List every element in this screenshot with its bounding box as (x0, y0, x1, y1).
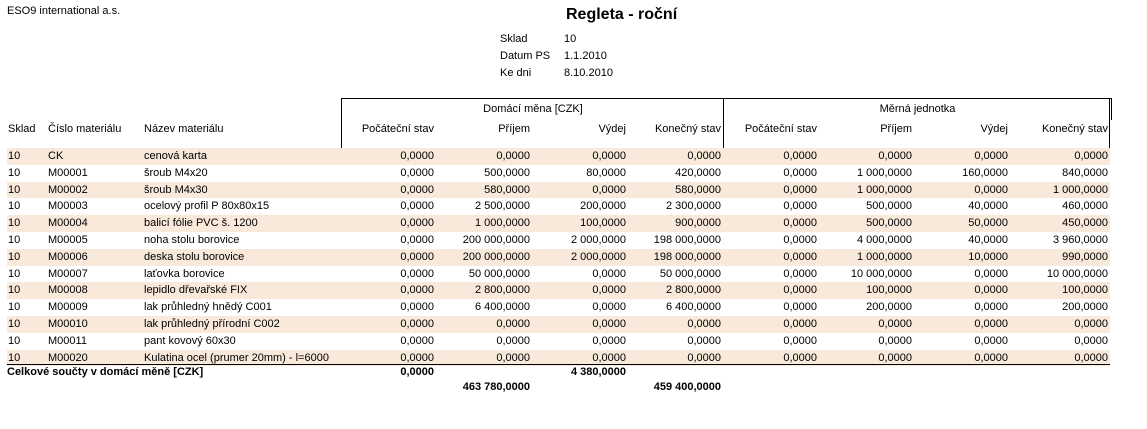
cell-material-name: lak průhledný přírodní C002 (144, 317, 280, 330)
cell-cur-issues: 0,0000 (592, 150, 626, 162)
cell-material-name: noha stolu borovice (144, 233, 240, 246)
cell-unit-receipts: 500,0000 (866, 217, 912, 230)
col-header-material-number: Číslo materiálu (48, 123, 122, 135)
cell-cur-closing: 0,0000 (687, 334, 721, 347)
cell-cur-receipts: 0,0000 (496, 334, 530, 347)
column-header-row (0, 119, 1110, 148)
cell-unit-issues: 10,0000 (968, 250, 1008, 263)
cell-unit-closing: 3 960,0000 (1052, 233, 1108, 246)
cell-unit-receipts: 10 000,0000 (850, 267, 912, 280)
cell-sklad: 10 (8, 267, 21, 280)
cell-unit-opening: 0,0000 (783, 166, 817, 179)
cell-material-number: M00001 (48, 166, 88, 179)
header-divider (1109, 98, 1110, 148)
table-bottom-divider (7, 364, 1110, 365)
table-row (7, 249, 1110, 266)
report-meta (500, 32, 613, 83)
cell-cur-receipts: 580,0000 (484, 183, 530, 196)
cell-material-name: balicí fólie PVC š. 1200 (144, 217, 258, 230)
cell-material-name: ocelový profil P 80x80x15 (144, 200, 270, 213)
cell-material-name: cenová karta (144, 150, 207, 162)
group-header-unit: Měrná jednotka (723, 98, 1112, 120)
cell-cur-receipts: 200 000,0000 (462, 250, 530, 263)
meta-label: Datum PS (500, 50, 551, 62)
cell-sklad: 10 (8, 301, 21, 314)
cell-cur-issues: 0,0000 (592, 334, 626, 347)
col-header-cur-issues: Výdej (598, 123, 626, 135)
cell-cur-opening: 0,0000 (400, 233, 434, 246)
cell-cur-opening: 0,0000 (400, 183, 434, 196)
cell-cur-closing: 0,0000 (687, 317, 721, 330)
table-row (7, 165, 1110, 182)
cell-unit-issues: 0,0000 (974, 301, 1008, 314)
meta-row (500, 66, 613, 83)
cell-material-number: M00003 (48, 200, 88, 213)
cell-cur-issues: 0,0000 (592, 351, 626, 364)
cell-unit-opening: 0,0000 (783, 301, 817, 314)
cell-sklad: 10 (8, 334, 21, 347)
cell-unit-receipts: 200,0000 (866, 301, 912, 314)
table-row (7, 316, 1110, 333)
cell-cur-receipts: 200 000,0000 (462, 233, 530, 246)
cell-sklad: 10 (8, 217, 21, 230)
total-receipts: 463 780,0000 (462, 381, 530, 393)
cell-unit-receipts: 500,0000 (866, 200, 912, 213)
cell-unit-opening: 0,0000 (783, 200, 817, 213)
cell-unit-issues: 0,0000 (974, 267, 1008, 280)
cell-cur-closing: 6 400,0000 (665, 301, 721, 314)
cell-cur-closing: 900,0000 (675, 217, 721, 230)
cell-unit-closing: 990,0000 (1062, 250, 1108, 263)
cell-cur-issues: 0,0000 (592, 284, 626, 297)
header-divider (341, 98, 342, 148)
cell-unit-issues: 0,0000 (974, 334, 1008, 347)
cell-cur-closing: 0,0000 (687, 351, 721, 364)
cell-cur-receipts: 2 500,0000 (474, 200, 530, 213)
report-title: Regleta - roční (566, 6, 678, 23)
cell-cur-issues: 0,0000 (592, 317, 626, 330)
cell-sklad: 10 (8, 351, 21, 364)
cell-unit-closing: 10 000,0000 (1046, 267, 1108, 280)
totals-label: Celkové součty v domácí měně [CZK] (7, 366, 204, 378)
cell-material-name: laťovka borovice (144, 267, 225, 280)
cell-cur-closing: 50 000,0000 (659, 267, 721, 280)
cell-cur-receipts: 6 400,0000 (474, 301, 530, 314)
col-header-cur-closing: Konečný stav (654, 123, 721, 135)
cell-material-number: M00006 (48, 250, 88, 263)
cell-sklad: 10 (8, 150, 21, 162)
cell-cur-issues: 2 000,0000 (570, 233, 626, 246)
cell-material-number: M00010 (48, 317, 88, 330)
cell-material-number: M00004 (48, 217, 88, 230)
cell-cur-issues: 0,0000 (592, 301, 626, 314)
table-row (7, 198, 1110, 215)
cell-material-name: Kulatina ocel (prumer 20mm) - l=6000 (144, 351, 329, 364)
meta-value: 10 (564, 33, 577, 45)
cell-material-name: lak průhledný hnědý C001 (144, 301, 272, 314)
meta-row (500, 49, 613, 66)
company-name: ESO9 international a.s. (7, 5, 121, 17)
meta-value: 8.10.2010 (564, 67, 613, 79)
table-row (7, 182, 1110, 199)
cell-unit-issues: 160,0000 (962, 166, 1008, 179)
group-header-currency: Domácí měna [CZK] (341, 98, 724, 120)
cell-unit-closing: 0,0000 (1074, 351, 1108, 364)
cell-unit-receipts: 100,0000 (866, 284, 912, 297)
cell-cur-issues: 0,0000 (592, 267, 626, 280)
cell-cur-receipts: 50 000,0000 (468, 267, 530, 280)
cell-unit-opening: 0,0000 (783, 233, 817, 246)
table-row (7, 148, 1110, 165)
cell-sklad: 10 (8, 317, 21, 330)
meta-label: Ke dni (500, 67, 532, 79)
col-header-unit-closing: Konečný stav (1041, 123, 1108, 135)
table-row (7, 333, 1110, 350)
cell-cur-opening: 0,0000 (400, 351, 434, 364)
cell-cur-opening: 0,0000 (400, 250, 434, 263)
cell-unit-closing: 450,0000 (1062, 217, 1108, 230)
cell-cur-receipts: 0,0000 (496, 317, 530, 330)
cell-material-number: M00002 (48, 183, 88, 196)
cell-cur-closing: 420,0000 (675, 166, 721, 179)
cell-material-number: M00005 (48, 233, 88, 246)
meta-label: Sklad (500, 33, 528, 45)
cell-unit-opening: 0,0000 (783, 250, 817, 263)
cell-unit-issues: 0,0000 (974, 183, 1008, 196)
table-row (7, 232, 1110, 249)
col-header-cur-opening: Počáteční stav (361, 123, 434, 135)
col-header-unit-receipts: Příjem (880, 123, 912, 135)
cell-cur-closing: 198 000,0000 (653, 250, 721, 263)
cell-unit-opening: 0,0000 (783, 150, 817, 162)
cell-unit-closing: 840,0000 (1062, 166, 1108, 179)
cell-unit-issues: 50,0000 (968, 217, 1008, 230)
cell-material-number: M00009 (48, 301, 88, 314)
col-header-material-name: Název materiálu (144, 123, 224, 135)
cell-cur-receipts: 500,0000 (484, 166, 530, 179)
cell-cur-issues: 2 000,0000 (570, 250, 626, 263)
cell-material-number: CK (48, 150, 64, 162)
cell-unit-opening: 0,0000 (783, 351, 817, 364)
cell-material-name: pant kovový 60x30 (144, 334, 236, 347)
cell-unit-opening: 0,0000 (783, 284, 817, 297)
cell-cur-issues: 200,0000 (580, 200, 626, 213)
cell-unit-issues: 0,0000 (974, 351, 1008, 364)
cell-unit-receipts: 4 000,0000 (856, 233, 912, 246)
cell-sklad: 10 (8, 250, 21, 263)
cell-cur-opening: 0,0000 (400, 284, 434, 297)
cell-unit-receipts: 1 000,0000 (856, 250, 912, 263)
cell-cur-receipts: 0,0000 (496, 351, 530, 364)
cell-material-name: šroub M4x20 (144, 166, 208, 179)
cell-unit-opening: 0,0000 (783, 217, 817, 230)
cell-unit-closing: 460,0000 (1062, 200, 1108, 213)
table-row (7, 299, 1110, 316)
col-header-unit-opening: Počáteční stav (744, 123, 817, 135)
cell-cur-receipts: 0,0000 (496, 150, 530, 162)
cell-unit-closing: 0,0000 (1074, 334, 1108, 347)
cell-unit-closing: 0,0000 (1074, 317, 1108, 330)
col-header-cur-receipts: Příjem (498, 123, 530, 135)
col-header-unit-issues: Výdej (980, 123, 1008, 135)
table-body (7, 148, 1110, 366)
cell-unit-closing: 1 000,0000 (1052, 183, 1108, 196)
header-divider (723, 98, 724, 148)
cell-cur-opening: 0,0000 (400, 166, 434, 179)
col-header-sklad: Sklad (8, 123, 36, 135)
cell-unit-receipts: 0,0000 (878, 150, 912, 162)
cell-cur-opening: 0,0000 (400, 301, 434, 314)
cell-cur-opening: 0,0000 (400, 334, 434, 347)
cell-unit-opening: 0,0000 (783, 334, 817, 347)
cell-sklad: 10 (8, 200, 21, 213)
cell-unit-opening: 0,0000 (783, 317, 817, 330)
cell-material-number: M00020 (48, 351, 88, 364)
cell-unit-issues: 40,0000 (968, 200, 1008, 213)
cell-unit-receipts: 0,0000 (878, 351, 912, 364)
cell-cur-receipts: 1 000,0000 (474, 217, 530, 230)
cell-unit-receipts: 1 000,0000 (856, 166, 912, 179)
cell-material-name: šroub M4x30 (144, 183, 208, 196)
cell-cur-closing: 580,0000 (675, 183, 721, 196)
cell-cur-closing: 2 300,0000 (665, 200, 721, 213)
cell-unit-receipts: 0,0000 (878, 317, 912, 330)
cell-unit-receipts: 0,0000 (878, 334, 912, 347)
cell-sklad: 10 (8, 166, 21, 179)
cell-cur-closing: 0,0000 (687, 150, 721, 162)
cell-cur-opening: 0,0000 (400, 150, 434, 162)
cell-material-number: M00008 (48, 284, 88, 297)
cell-unit-closing: 100,0000 (1062, 284, 1108, 297)
cell-cur-closing: 198 000,0000 (653, 233, 721, 246)
cell-unit-issues: 0,0000 (974, 150, 1008, 162)
meta-value: 1.1.2010 (564, 50, 607, 62)
cell-cur-issues: 100,0000 (580, 217, 626, 230)
cell-cur-opening: 0,0000 (400, 217, 434, 230)
cell-cur-issues: 80,0000 (586, 166, 626, 179)
total-opening: 0,0000 (400, 366, 434, 378)
cell-sklad: 10 (8, 284, 21, 297)
cell-material-name: deska stolu borovice (144, 250, 245, 263)
cell-cur-receipts: 2 800,0000 (474, 284, 530, 297)
table-row (7, 215, 1110, 232)
cell-cur-opening: 0,0000 (400, 267, 434, 280)
table-row (7, 266, 1110, 283)
cell-unit-closing: 0,0000 (1074, 150, 1108, 162)
cell-unit-issues: 0,0000 (974, 317, 1008, 330)
cell-cur-opening: 0,0000 (400, 317, 434, 330)
cell-material-name: lepidlo dřevařské FIX (144, 284, 248, 297)
table-row (7, 282, 1110, 299)
cell-material-number: M00011 (48, 334, 87, 347)
cell-cur-opening: 0,0000 (400, 200, 434, 213)
cell-material-number: M00007 (48, 267, 88, 280)
total-issues: 4 380,0000 (570, 366, 626, 378)
cell-unit-receipts: 1 000,0000 (856, 183, 912, 196)
cell-unit-closing: 200,0000 (1062, 301, 1108, 314)
cell-unit-opening: 0,0000 (783, 183, 817, 196)
cell-unit-issues: 0,0000 (974, 284, 1008, 297)
cell-unit-opening: 0,0000 (783, 267, 817, 280)
cell-sklad: 10 (8, 183, 21, 196)
cell-unit-issues: 40,0000 (968, 233, 1008, 246)
meta-row (500, 32, 613, 49)
cell-cur-issues: 0,0000 (592, 183, 626, 196)
cell-sklad: 10 (8, 233, 21, 246)
cell-cur-closing: 2 800,0000 (665, 284, 721, 297)
total-closing: 459 400,0000 (653, 381, 721, 393)
